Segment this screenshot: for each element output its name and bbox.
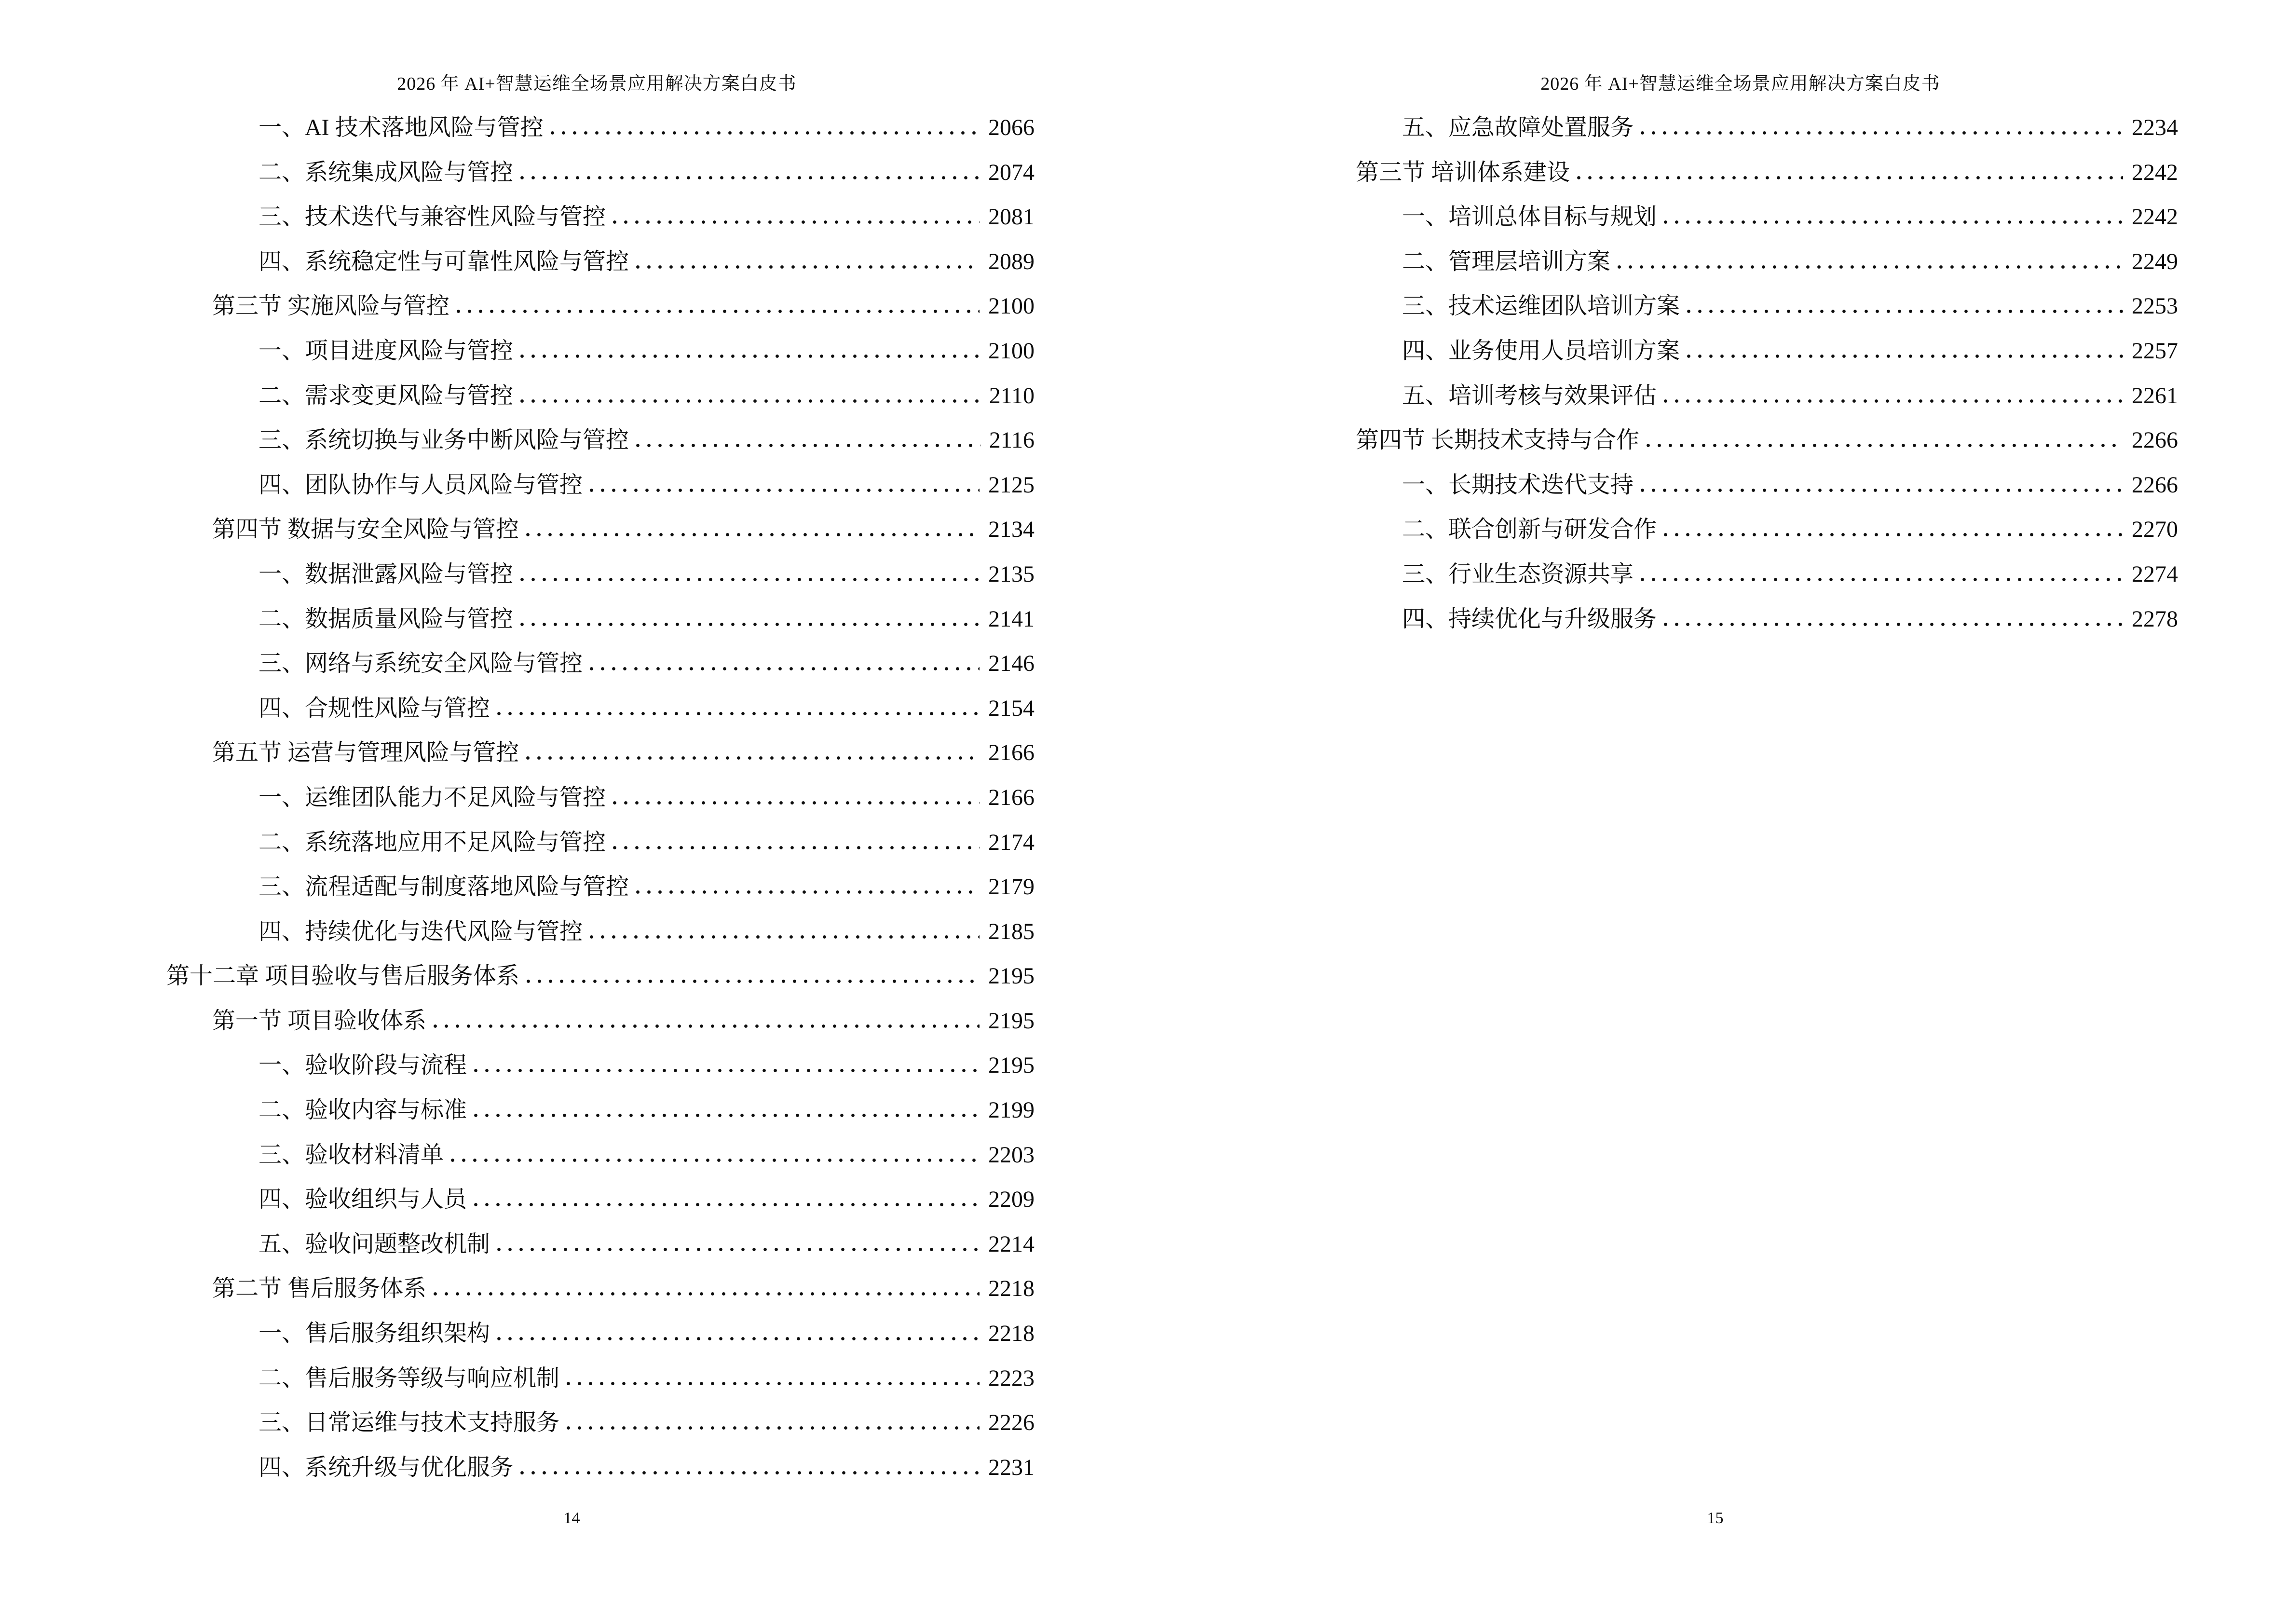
toc-entry-title: 五、验收问题整改机制 — [259, 1231, 490, 1257]
toc-entry-title: 一、验收阶段与流程 — [259, 1052, 467, 1078]
toc-entry — [0, 686, 1144, 731]
toc-entry-page-number: 2218 — [988, 1276, 1035, 1302]
toc-entry — [0, 820, 1144, 865]
toc-entry-title: 第一节 项目验收体系 — [212, 1008, 427, 1034]
toc-entry-page-number: 2100 — [988, 338, 1035, 364]
dotted-leader — [613, 220, 980, 224]
dotted-leader — [1687, 309, 2123, 314]
dotted-leader — [1640, 488, 2123, 492]
toc-entry-page-number: 2257 — [2132, 338, 2178, 364]
toc-entry-page-number: 2270 — [2132, 517, 2178, 543]
page-number-footer: 15 — [1707, 1509, 1724, 1527]
toc-entry — [0, 329, 1144, 374]
toc-entry-page-number: 2195 — [988, 963, 1035, 989]
dotted-leader — [1577, 176, 2123, 180]
toc-entry-page-number: 2110 — [989, 382, 1035, 409]
toc-entry-page-number: 2179 — [988, 874, 1035, 900]
toc-entry — [0, 1356, 1144, 1401]
toc-entry-title: 二、联合创新与研发合作 — [1402, 517, 1657, 543]
toc-entry-title: 三、行业生态资源共享 — [1402, 561, 1634, 587]
toc-entry-page-number: 2234 — [2132, 115, 2178, 140]
toc-list — [0, 106, 1144, 1490]
toc-entry — [0, 106, 1144, 150]
dotted-leader — [497, 1337, 980, 1341]
toc-entry — [0, 1311, 1144, 1356]
toc-entry — [1144, 552, 2287, 597]
toc-entry-title: 四、系统升级与优化服务 — [259, 1454, 514, 1480]
toc-entry-page-number: 2209 — [988, 1187, 1035, 1213]
toc-entry-page-number: 2134 — [988, 517, 1035, 543]
toc-entry-page-number: 2223 — [988, 1365, 1035, 1391]
dotted-leader — [636, 265, 980, 269]
toc-entry-title: 三、技术迭代与兼容性风险与管控 — [259, 204, 606, 230]
dotted-leader — [433, 1024, 980, 1028]
dotted-leader — [433, 1292, 980, 1296]
toc-entry — [0, 910, 1144, 955]
toc-entry-page-number: 2185 — [988, 918, 1035, 944]
dotted-leader — [526, 532, 980, 537]
dotted-leader — [1663, 399, 2123, 403]
toc-entry-page-number: 2166 — [988, 784, 1035, 810]
toc-entry-title: 第四节 长期技术支持与合作 — [1356, 427, 1640, 453]
dotted-leader — [497, 711, 980, 716]
toc-entry-page-number: 2089 — [988, 248, 1035, 274]
dotted-leader — [474, 1202, 980, 1207]
toc-entry — [0, 1267, 1144, 1311]
toc-entry-page-number: 2174 — [988, 829, 1035, 855]
toc-entry — [0, 1088, 1144, 1133]
page-15 — [1144, 0, 2287, 1624]
toc-entry-title: 三、日常运维与技术支持服务 — [259, 1410, 560, 1436]
toc-entry — [1144, 195, 2287, 240]
toc-entry — [0, 641, 1144, 686]
toc-entry-title: 第二节 售后服务体系 — [212, 1276, 427, 1302]
toc-entry — [0, 552, 1144, 597]
dotted-leader — [474, 1113, 980, 1118]
toc-entry-page-number: 2100 — [988, 293, 1035, 319]
toc-entry — [0, 776, 1144, 820]
toc-entry — [0, 1043, 1144, 1088]
toc-entry-title: 二、数据质量风险与管控 — [259, 606, 514, 632]
dotted-leader — [550, 131, 980, 135]
toc-entry-title: 四、团队协作与人员风险与管控 — [259, 472, 583, 498]
toc-entry-title: 第三节 培训体系建设 — [1356, 159, 1570, 185]
toc-entry-page-number: 2261 — [2132, 382, 2178, 409]
toc-entry — [0, 284, 1144, 329]
dotted-leader — [474, 1068, 980, 1073]
toc-entry — [0, 418, 1144, 463]
toc-entry-page-number: 2195 — [988, 1008, 1035, 1034]
toc-entry-title: 一、长期技术迭代支持 — [1402, 472, 1634, 498]
toc-entry-page-number: 2135 — [988, 561, 1035, 587]
toc-entry-title: 二、管理层培训方案 — [1402, 248, 1611, 274]
toc-entry-page-number: 2242 — [2132, 159, 2178, 185]
dotted-leader — [520, 354, 980, 358]
dotted-leader — [1663, 622, 2123, 627]
toc-entry-title: 二、系统落地应用不足风险与管控 — [259, 829, 606, 855]
toc-entry — [0, 240, 1144, 285]
toc-entry-title: 五、应急故障处置服务 — [1402, 115, 1634, 140]
toc-entry-page-number: 2274 — [2132, 561, 2178, 587]
toc-entry — [0, 731, 1144, 776]
toc-entry — [0, 1401, 1144, 1446]
toc-entry-title: 四、业务使用人员培训方案 — [1402, 338, 1680, 364]
toc-entry — [0, 195, 1144, 240]
dotted-leader — [456, 309, 980, 314]
toc-entry-title: 三、验收材料清单 — [259, 1142, 444, 1168]
toc-entry — [0, 597, 1144, 642]
toc-entry — [1144, 329, 2287, 374]
dotted-leader — [566, 1381, 980, 1386]
toc-entry — [0, 865, 1144, 910]
page-header-title: 2026 年 AI+智慧运维全场景应用解决方案白皮书 — [1540, 74, 1940, 94]
toc-entry-title: 一、培训总体目标与规划 — [1402, 204, 1657, 230]
toc-entry-title: 一、AI 技术落地风险与管控 — [259, 115, 544, 140]
toc-entry-page-number: 2226 — [988, 1410, 1035, 1436]
dotted-leader — [613, 846, 980, 850]
toc-entry-title: 第三节 实施风险与管控 — [212, 293, 450, 319]
toc-entry-title: 四、系统稳定性与可靠性风险与管控 — [259, 248, 629, 274]
toc-entry-page-number: 2166 — [988, 740, 1035, 766]
toc-entry-page-number: 2266 — [2132, 472, 2178, 498]
toc-entry — [1144, 374, 2287, 419]
dotted-leader — [1640, 131, 2123, 135]
toc-entry-page-number: 2203 — [988, 1142, 1035, 1168]
toc-entry-title: 二、验收内容与标准 — [259, 1097, 467, 1123]
dotted-leader — [526, 756, 980, 760]
toc-entry-title: 四、验收组织与人员 — [259, 1187, 467, 1213]
dotted-leader — [589, 488, 980, 492]
dotted-leader — [566, 1426, 980, 1430]
dotted-leader — [520, 577, 980, 582]
toc-entry-page-number: 2125 — [988, 472, 1035, 498]
toc-entry-title: 一、售后服务组织架构 — [259, 1321, 490, 1347]
dotted-leader — [497, 1247, 980, 1252]
toc-entry-page-number: 2253 — [2132, 293, 2178, 319]
toc-entry-page-number: 2218 — [988, 1321, 1035, 1347]
toc-entry-title: 第四节 数据与安全风险与管控 — [212, 517, 519, 543]
dotted-leader — [1663, 220, 2123, 224]
toc-entry-page-number: 2242 — [2132, 204, 2178, 230]
toc-entry-page-number: 2214 — [988, 1231, 1035, 1257]
toc-entry — [0, 374, 1144, 419]
toc-entry-page-number: 2081 — [988, 204, 1035, 230]
toc-entry-title: 四、持续优化与升级服务 — [1402, 606, 1657, 632]
toc-entry-title: 三、网络与系统安全风险与管控 — [259, 651, 583, 677]
toc-list — [1144, 106, 2287, 641]
toc-entry-page-number: 2249 — [2132, 248, 2178, 274]
dotted-leader — [1687, 354, 2123, 358]
toc-entry-title: 第十二章 项目验收与售后服务体系 — [166, 963, 520, 989]
toc-entry — [0, 1133, 1144, 1178]
toc-entry — [0, 507, 1144, 552]
dotted-leader — [1646, 443, 2123, 448]
page-number-footer: 14 — [563, 1509, 580, 1527]
toc-entry-page-number: 2074 — [988, 159, 1035, 185]
dotted-leader — [636, 890, 980, 894]
toc-entry-page-number: 2199 — [988, 1097, 1035, 1123]
toc-entry-title: 四、合规性风险与管控 — [259, 695, 490, 721]
toc-entry — [1144, 463, 2287, 508]
page-header-title: 2026 年 AI+智慧运维全场景应用解决方案白皮书 — [397, 74, 797, 94]
toc-entry — [0, 1222, 1144, 1267]
dotted-leader — [520, 176, 980, 180]
toc-entry — [1144, 240, 2287, 285]
toc-entry — [1144, 597, 2287, 642]
dotted-leader — [636, 443, 980, 448]
dotted-leader — [1640, 577, 2123, 582]
toc-entry-title: 二、系统集成风险与管控 — [259, 159, 514, 185]
toc-entry — [1144, 150, 2287, 195]
toc-entry-page-number: 2266 — [2132, 427, 2178, 453]
toc-entry — [1144, 106, 2287, 150]
toc-entry — [1144, 284, 2287, 329]
toc-entry-page-number: 2231 — [988, 1454, 1035, 1480]
toc-entry — [0, 954, 1144, 999]
toc-entry-page-number: 2278 — [2132, 606, 2178, 632]
toc-entry-page-number: 2141 — [988, 606, 1035, 632]
toc-entry — [1144, 418, 2287, 463]
toc-entry — [0, 1177, 1144, 1222]
dotted-leader — [613, 801, 980, 805]
toc-entry-title: 五、培训考核与效果评估 — [1402, 382, 1657, 409]
toc-entry-title: 四、持续优化与迭代风险与管控 — [259, 918, 583, 944]
toc-entry-title: 三、流程适配与制度落地风险与管控 — [259, 874, 629, 900]
toc-entry-title: 一、项目进度风险与管控 — [259, 338, 514, 364]
dotted-leader — [520, 1471, 980, 1475]
toc-entry-title: 二、售后服务等级与响应机制 — [259, 1365, 560, 1391]
dotted-leader — [1617, 265, 2123, 269]
toc-entry-title: 一、运维团队能力不足风险与管控 — [259, 784, 606, 810]
toc-entry-page-number: 2146 — [988, 651, 1035, 677]
toc-entry-title: 三、系统切换与业务中断风险与管控 — [259, 427, 629, 453]
toc-entry-title: 第五节 运营与管理风险与管控 — [212, 740, 519, 766]
dotted-leader — [520, 399, 980, 403]
dotted-leader — [520, 622, 980, 627]
dotted-leader — [526, 979, 980, 983]
dotted-leader — [450, 1158, 980, 1162]
toc-entry-page-number: 2066 — [988, 115, 1035, 140]
toc-entry-page-number: 2116 — [989, 427, 1035, 453]
toc-entry — [0, 999, 1144, 1044]
toc-entry-page-number: 2154 — [988, 695, 1035, 721]
toc-entry — [1144, 507, 2287, 552]
toc-entry — [0, 150, 1144, 195]
toc-entry-title: 二、需求变更风险与管控 — [259, 382, 514, 409]
toc-entry-title: 一、数据泄露风险与管控 — [259, 561, 514, 587]
dotted-leader — [589, 935, 980, 939]
toc-entry-page-number: 2195 — [988, 1052, 1035, 1078]
toc-entry — [0, 1446, 1144, 1490]
toc-entry-title: 三、技术运维团队培训方案 — [1402, 293, 1680, 319]
dotted-leader — [1663, 532, 2123, 537]
dotted-leader — [589, 667, 980, 671]
toc-entry — [0, 463, 1144, 508]
